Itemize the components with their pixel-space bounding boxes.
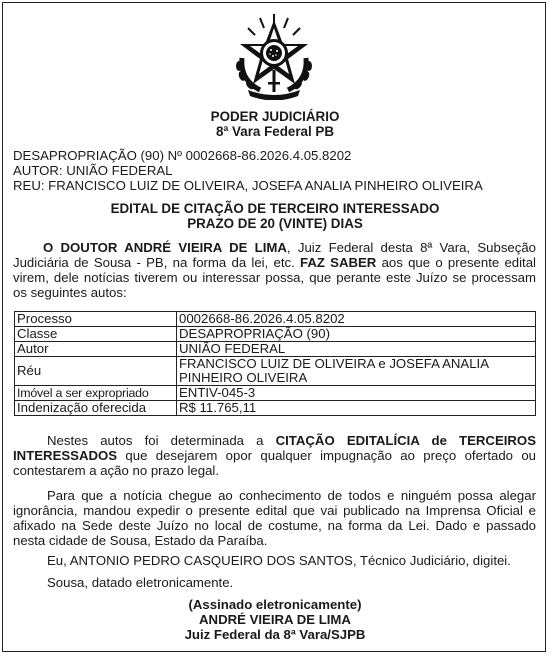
- table-value: R$ 11.765,11: [177, 401, 536, 416]
- table-row: [15, 386, 536, 401]
- judge-name: O DOUTOR ANDRÉ VIEIRA DE LIMA: [43, 240, 287, 255]
- citation-text-1: Nestes autos foi determinada a: [47, 433, 276, 448]
- faz-saber: FAZ SABER: [300, 255, 377, 270]
- table-key: Indenização oferecida: [15, 401, 177, 416]
- signature-role: Juiz Federal da 8ª Vara/SJPB: [184, 627, 366, 642]
- table-value: ENTIV-045-3: [177, 386, 536, 401]
- table-row: [15, 342, 536, 357]
- case-details-table: [14, 311, 536, 416]
- table-key: Classe: [15, 327, 177, 342]
- table-key: Autor: [15, 342, 177, 357]
- court-division: 8ª Vara Federal PB: [215, 124, 335, 139]
- edital-title: EDITAL DE CITAÇÃO DE TERCEIRO INTERESSADO: [110, 201, 440, 216]
- case-defendants: REU: FRANCISCO LUIZ DE OLIVEIRA, JOSEFA ANALIA PINHEIRO OLIVEIRA: [13, 178, 483, 193]
- citation-paragraph: [13, 433, 536, 478]
- intro-text-1: , Juiz Federal desta 8ª Vara, Subseção Judiciária de Sousa - PB, na forma da lei, etc.: [13, 240, 537, 270]
- table-key: Imóvel a ser expropriado: [15, 386, 177, 401]
- signature-note: (Assinado eletronicamente): [188, 597, 362, 612]
- table-value: UNIÃO FEDERAL: [177, 342, 536, 357]
- intro-paragraph: [13, 240, 536, 300]
- place-date-line: Sousa, datado eletronicamente.: [47, 575, 234, 590]
- table-row: [15, 357, 536, 386]
- table-row: [15, 327, 536, 342]
- table-value: DESAPROPRIAÇÃO (90): [177, 327, 536, 342]
- table-row: [15, 401, 536, 416]
- table-key: Réu: [15, 357, 177, 386]
- edital-deadline: PRAZO DE 20 (VINTE) DIAS: [187, 216, 363, 231]
- citation-bold: CITAÇÃO EDITALÍCIA de TERCEIROS INTERESSADOS: [13, 433, 536, 463]
- table-row: [15, 312, 536, 327]
- table-key: Processo: [15, 312, 177, 327]
- notice-paragraph: Para que a notícia chegue ao conhecimento de todos e ninguém possa alegar ignorância, mandou expedir o presente edital que vai publicado na Imprensa Oficial e afixado na Sede deste Juízo no local de costume, na forma da Lei. Dado e passado nesta cidade de Sousa, Estado da Paraíba.: [13, 488, 536, 548]
- court-name: PODER JUDICIÁRIO: [210, 109, 340, 124]
- table-value: FRANCISCO LUIZ DE OLIVEIRA e JOSEFA ANALIA PINHEIRO OLIVEIRA: [177, 357, 536, 386]
- coat-of-arms-brazil-icon: [230, 10, 318, 100]
- signature-name: ANDRÉ VIEIRA DE LIMA: [199, 612, 351, 627]
- citation-text-2: que desejarem opor qualquer impugnação ao preço ofertado ou contestarem a ação no prazo legal.: [13, 448, 536, 478]
- table-value: 0002668-86.2026.4.05.8202: [177, 312, 536, 327]
- clerk-line: Eu, ANTONIO PEDRO CASQUEIRO DOS SANTOS, Técnico Judiciário, digitei.: [47, 553, 511, 568]
- case-plaintiff: AUTOR: UNIÃO FEDERAL: [13, 163, 173, 178]
- intro-text-2: aos que o presente edital virem, dele notícias tiverem ou interessar possa, que perante este Juízo se processam os seguintes autos:: [13, 255, 536, 300]
- case-class-number: DESAPROPRIAÇÃO (90) Nº 0002668-86.2026.4.05.8202: [13, 148, 352, 163]
